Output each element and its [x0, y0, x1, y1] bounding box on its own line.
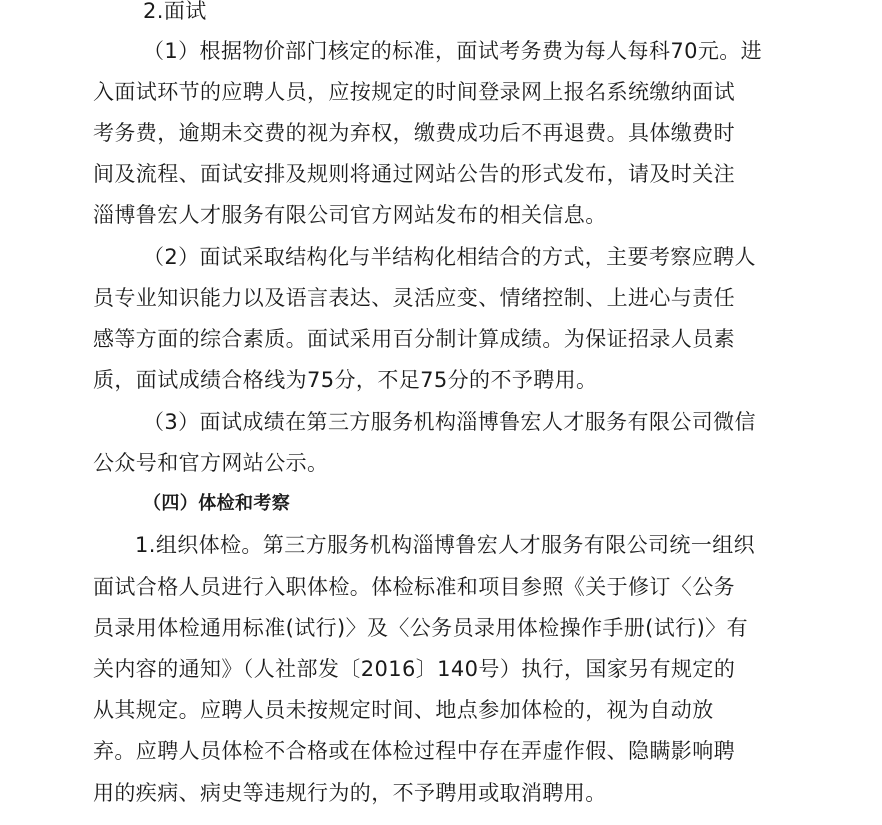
para4-line-7: 用的疾病、病史等违规行为的，不予聘用或取消聘用。: [93, 781, 607, 805]
para3-line-1: （3）面试成绩在第三方服务机构淄博鲁宏人才服务有限公司微信: [143, 410, 756, 434]
para2-line-2: 员专业知识能力以及语言表达、灵活应变、情绪控制、上进心与责任: [93, 286, 735, 310]
para1-line-3: 考务费，逾期未交费的视为弃权，缴费成功后不再退费。具体缴费时: [93, 121, 735, 145]
section-title: 2.面试: [143, 0, 207, 23]
para4-line-2: 面试合格人员进行入职体检。体检标准和项目参照《关于修订〈公务: [93, 575, 735, 599]
para1-line-2: 入面试环节的应聘人员，应按规定的时间登录网上报名系统缴纳面试: [93, 80, 735, 104]
para3-line-2: 公众号和官方网站公示。: [93, 451, 329, 475]
para4-line-6: 弃。应聘人员体检不合格或在体检过程中存在弄虚作假、隐瞒影响聘: [93, 739, 735, 763]
para2-line-4: 质，面试成绩合格线为75分，不足75分的不予聘用。: [93, 368, 598, 392]
para1-line-1: （1）根据物价部门核定的标准，面试考务费为每人每科70元。进: [143, 39, 763, 63]
para2-line-3: 感等方面的综合素质。面试采用百分制计算成绩。为保证招录人员素: [93, 327, 735, 351]
section-heading-physical-exam: （四）体检和考察: [143, 493, 291, 514]
para4-line-3: 员录用体检通用标准(试行)〉及〈公务员录用体检操作手册(试行)〉有: [93, 616, 748, 640]
para4-line-4: 关内容的通知》（人社部发〔2016〕140号）执行，国家另有规定的: [93, 657, 736, 681]
para4-line-5: 从其规定。应聘人员未按规定时间、地点参加体检的，视为自动放: [93, 698, 714, 722]
para1-line-4: 间及流程、面试安排及规则将通过网站公告的形式发布，请及时关注: [93, 162, 735, 186]
para4-line-1: 1.组织体检。第三方服务机构淄博鲁宏人才服务有限公司统一组织: [135, 533, 756, 557]
para1-line-5: 淄博鲁宏人才服务有限公司官方网站发布的相关信息。: [93, 203, 607, 227]
para2-line-1: （2）面试采取结构化与半结构化相结合的方式，主要考察应聘人: [143, 245, 756, 269]
